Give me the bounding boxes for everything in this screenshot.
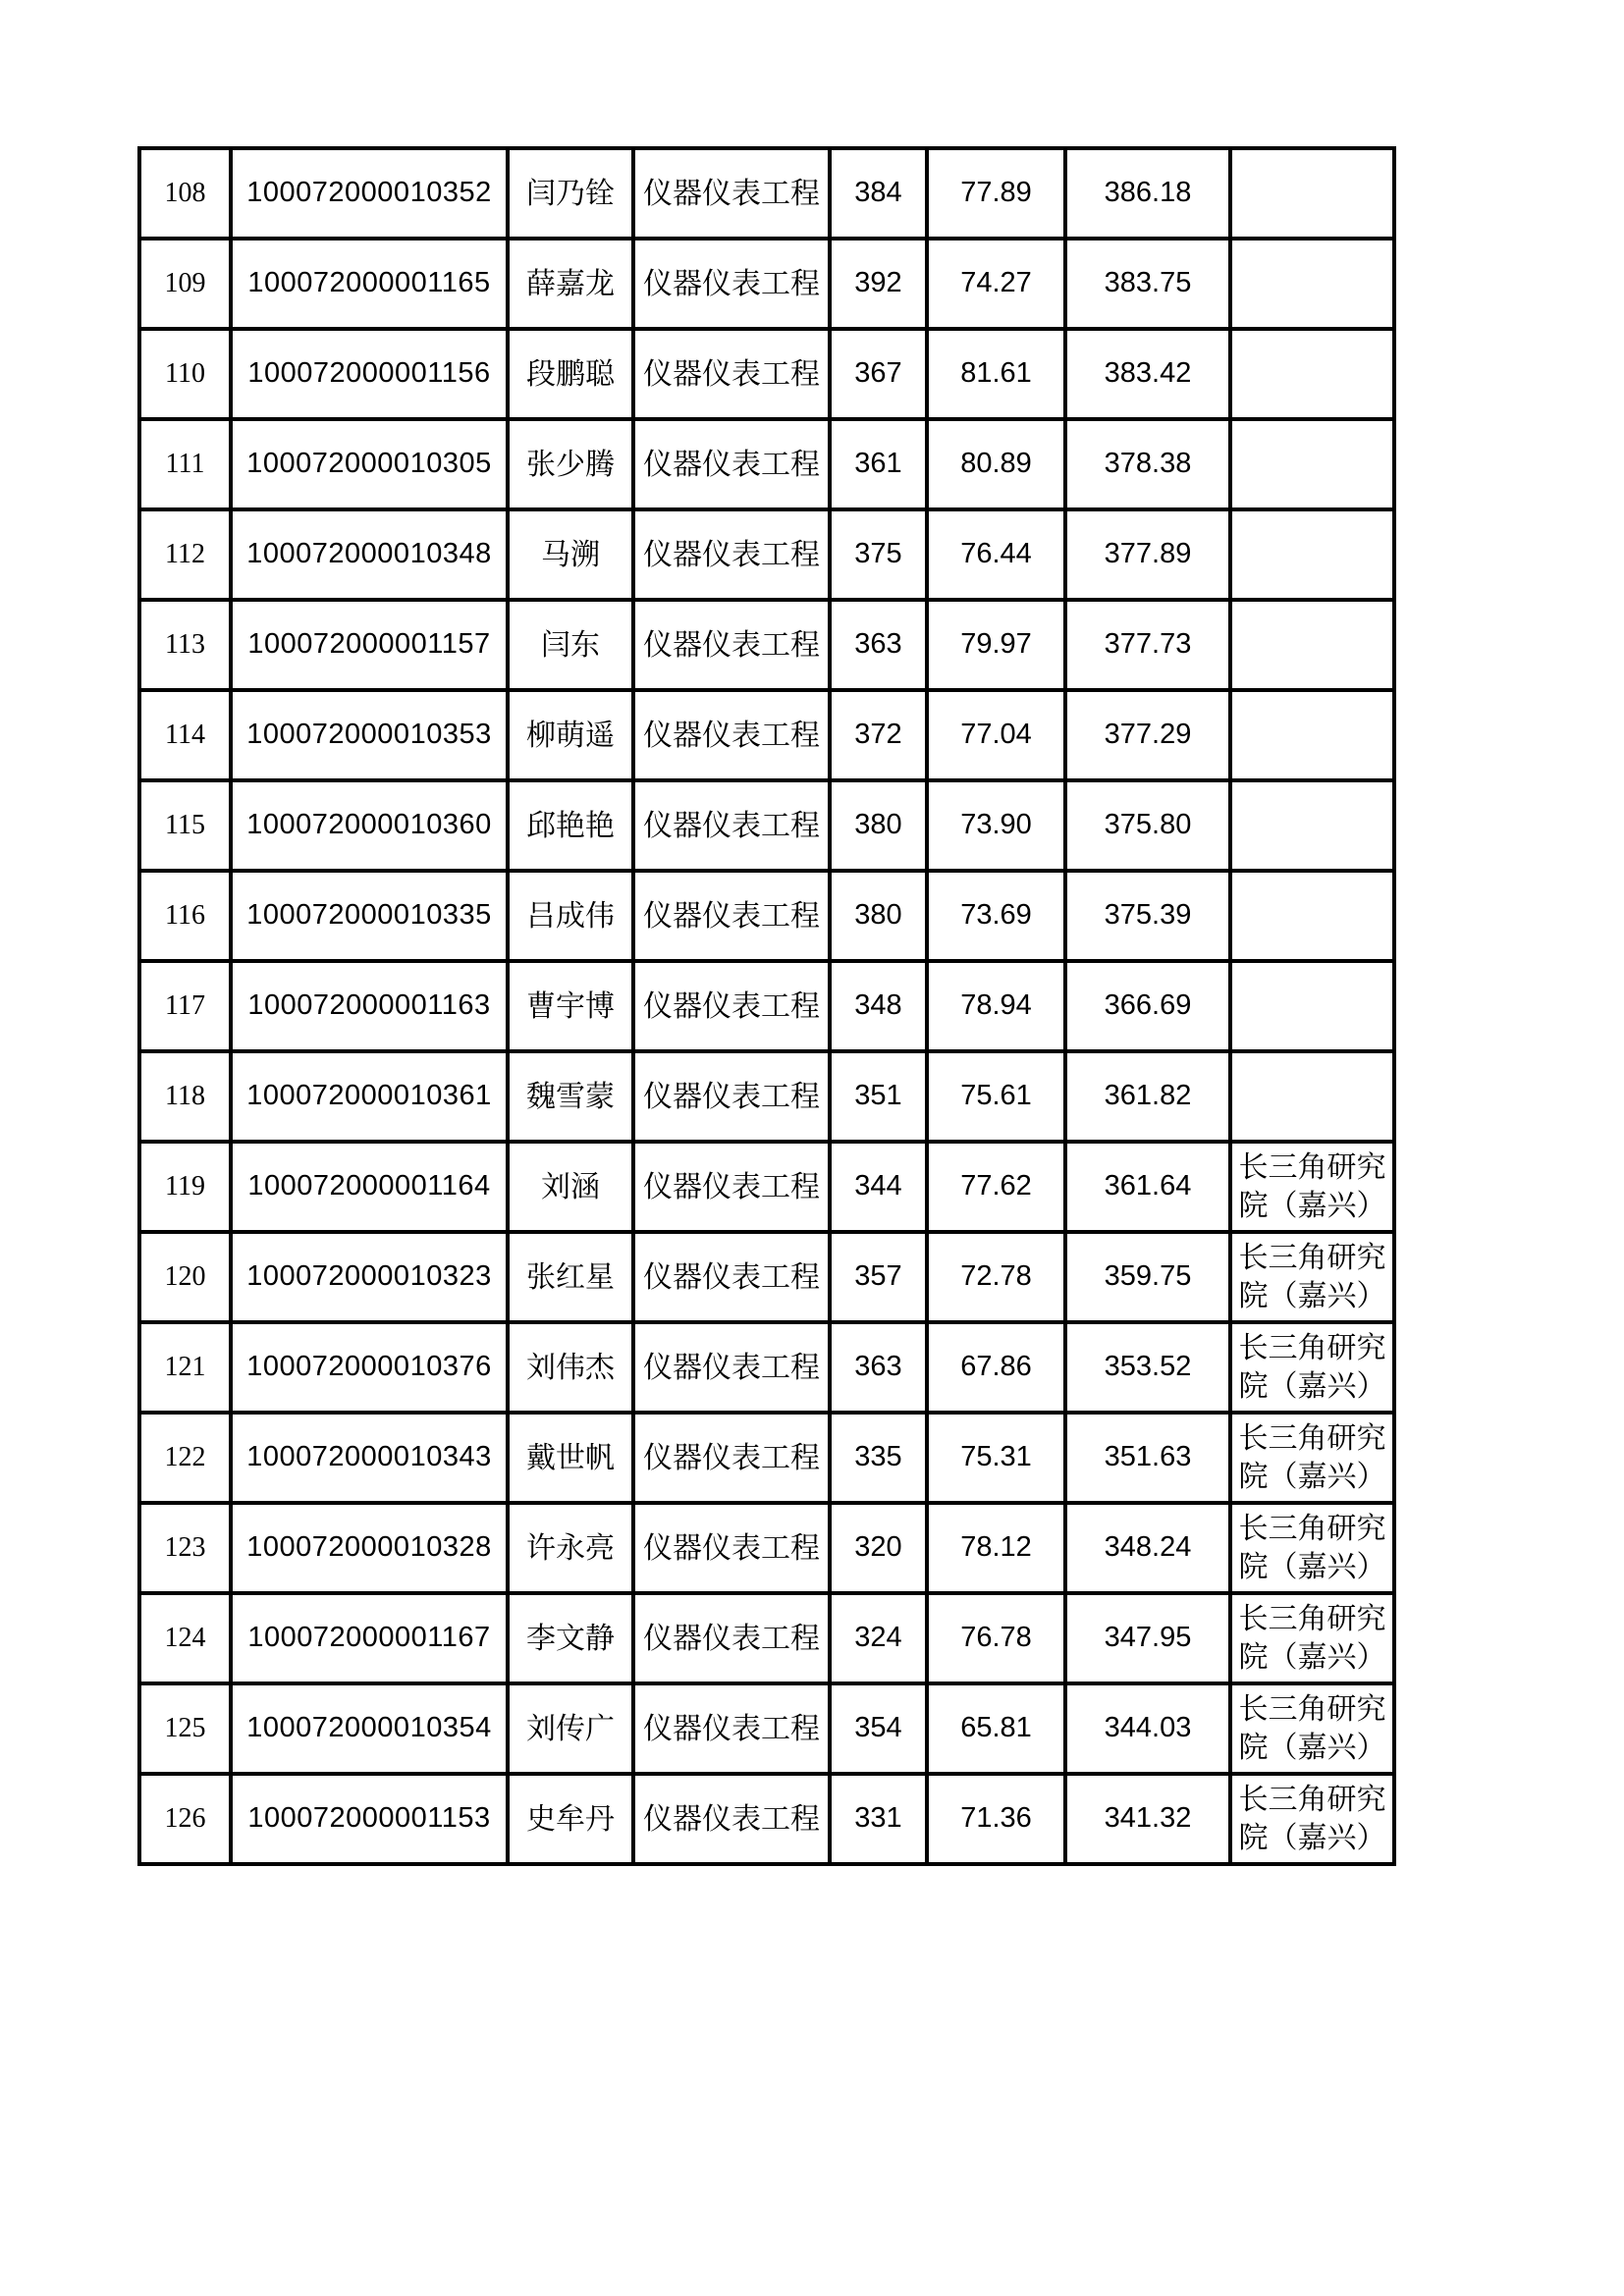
initial-score-cell: 380 xyxy=(830,871,927,961)
major-cell: 仪器仪表工程 xyxy=(633,1683,830,1774)
name-cell: 马溯 xyxy=(508,509,633,600)
total-score-cell: 377.29 xyxy=(1065,690,1230,780)
initial-score-cell: 367 xyxy=(830,329,927,419)
initial-score-cell: 380 xyxy=(830,780,927,871)
name-cell: 吕成伟 xyxy=(508,871,633,961)
candidate-id-cell: 100072000001163 xyxy=(231,961,508,1051)
retest-score-cell: 78.12 xyxy=(927,1503,1065,1593)
total-score-cell: 377.73 xyxy=(1065,600,1230,690)
rank-cell: 110 xyxy=(139,329,231,419)
retest-score-cell: 76.44 xyxy=(927,509,1065,600)
total-score-cell: 348.24 xyxy=(1065,1503,1230,1593)
table-row xyxy=(139,1051,1394,1142)
table-row xyxy=(139,1232,1394,1322)
table-row xyxy=(139,148,1394,239)
table-row xyxy=(139,509,1394,600)
table-row xyxy=(139,1774,1394,1864)
retest-score-cell: 73.90 xyxy=(927,780,1065,871)
rank-cell: 123 xyxy=(139,1503,231,1593)
major-cell: 仪器仪表工程 xyxy=(633,1503,830,1593)
retest-score-cell: 73.69 xyxy=(927,871,1065,961)
name-cell: 李文静 xyxy=(508,1593,633,1683)
major-cell: 仪器仪表工程 xyxy=(633,1774,830,1864)
name-cell: 刘涵 xyxy=(508,1142,633,1232)
name-cell: 刘伟杰 xyxy=(508,1322,633,1413)
initial-score-cell: 375 xyxy=(830,509,927,600)
initial-score-cell: 335 xyxy=(830,1413,927,1503)
remark-cell xyxy=(1230,961,1394,1051)
retest-score-cell: 77.04 xyxy=(927,690,1065,780)
table-row xyxy=(139,1413,1394,1503)
name-cell: 薛嘉龙 xyxy=(508,239,633,329)
initial-score-cell: 331 xyxy=(830,1774,927,1864)
total-score-cell: 353.52 xyxy=(1065,1322,1230,1413)
rank-cell: 116 xyxy=(139,871,231,961)
candidate-id-cell: 100072000001167 xyxy=(231,1593,508,1683)
major-cell: 仪器仪表工程 xyxy=(633,600,830,690)
initial-score-cell: 351 xyxy=(830,1051,927,1142)
name-cell: 闫东 xyxy=(508,600,633,690)
candidate-id-cell: 100072000010360 xyxy=(231,780,508,871)
remark-cell xyxy=(1230,148,1394,239)
total-score-cell: 383.75 xyxy=(1065,239,1230,329)
major-cell: 仪器仪表工程 xyxy=(633,1413,830,1503)
retest-score-cell: 65.81 xyxy=(927,1683,1065,1774)
table-row xyxy=(139,419,1394,509)
major-cell: 仪器仪表工程 xyxy=(633,871,830,961)
rank-cell: 117 xyxy=(139,961,231,1051)
retest-score-cell: 76.78 xyxy=(927,1593,1065,1683)
initial-score-cell: 324 xyxy=(830,1593,927,1683)
major-cell: 仪器仪表工程 xyxy=(633,1322,830,1413)
candidate-id-cell: 100072000010335 xyxy=(231,871,508,961)
total-score-cell: 359.75 xyxy=(1065,1232,1230,1322)
rank-cell: 122 xyxy=(139,1413,231,1503)
table-row xyxy=(139,1683,1394,1774)
remark-cell: 长三角研究院（嘉兴） xyxy=(1230,1322,1394,1413)
total-score-cell: 347.95 xyxy=(1065,1593,1230,1683)
rank-cell: 119 xyxy=(139,1142,231,1232)
retest-score-cell: 75.31 xyxy=(927,1413,1065,1503)
initial-score-cell: 384 xyxy=(830,148,927,239)
remark-cell xyxy=(1230,690,1394,780)
major-cell: 仪器仪表工程 xyxy=(633,509,830,600)
initial-score-cell: 354 xyxy=(830,1683,927,1774)
name-cell: 许永亮 xyxy=(508,1503,633,1593)
remark-cell: 长三角研究院（嘉兴） xyxy=(1230,1593,1394,1683)
rank-cell: 108 xyxy=(139,148,231,239)
retest-score-cell: 78.94 xyxy=(927,961,1065,1051)
remark-cell: 长三角研究院（嘉兴） xyxy=(1230,1413,1394,1503)
name-cell: 曹宇博 xyxy=(508,961,633,1051)
major-cell: 仪器仪表工程 xyxy=(633,1142,830,1232)
remark-cell xyxy=(1230,509,1394,600)
table-row xyxy=(139,961,1394,1051)
major-cell: 仪器仪表工程 xyxy=(633,961,830,1051)
remark-cell: 长三角研究院（嘉兴） xyxy=(1230,1232,1394,1322)
major-cell: 仪器仪表工程 xyxy=(633,1593,830,1683)
retest-score-cell: 72.78 xyxy=(927,1232,1065,1322)
remark-cell xyxy=(1230,600,1394,690)
name-cell: 张红星 xyxy=(508,1232,633,1322)
total-score-cell: 375.80 xyxy=(1065,780,1230,871)
candidate-id-cell: 100072000010323 xyxy=(231,1232,508,1322)
initial-score-cell: 392 xyxy=(830,239,927,329)
remark-cell xyxy=(1230,329,1394,419)
total-score-cell: 378.38 xyxy=(1065,419,1230,509)
rank-cell: 118 xyxy=(139,1051,231,1142)
rank-cell: 111 xyxy=(139,419,231,509)
retest-score-cell: 77.89 xyxy=(927,148,1065,239)
rank-cell: 121 xyxy=(139,1322,231,1413)
initial-score-cell: 372 xyxy=(830,690,927,780)
total-score-cell: 375.39 xyxy=(1065,871,1230,961)
major-cell: 仪器仪表工程 xyxy=(633,148,830,239)
remark-cell: 长三角研究院（嘉兴） xyxy=(1230,1142,1394,1232)
initial-score-cell: 357 xyxy=(830,1232,927,1322)
candidate-id-cell: 100072000001153 xyxy=(231,1774,508,1864)
remark-cell xyxy=(1230,780,1394,871)
major-cell: 仪器仪表工程 xyxy=(633,419,830,509)
initial-score-cell: 344 xyxy=(830,1142,927,1232)
candidate-id-cell: 100072000010348 xyxy=(231,509,508,600)
major-cell: 仪器仪表工程 xyxy=(633,1051,830,1142)
retest-score-cell: 71.36 xyxy=(927,1774,1065,1864)
initial-score-cell: 363 xyxy=(830,600,927,690)
major-cell: 仪器仪表工程 xyxy=(633,690,830,780)
retest-score-cell: 75.61 xyxy=(927,1051,1065,1142)
rank-cell: 120 xyxy=(139,1232,231,1322)
candidate-id-cell: 100072000001164 xyxy=(231,1142,508,1232)
candidate-id-cell: 100072000001165 xyxy=(231,239,508,329)
table-row xyxy=(139,780,1394,871)
major-cell: 仪器仪表工程 xyxy=(633,329,830,419)
remark-cell xyxy=(1230,419,1394,509)
remark-cell: 长三角研究院（嘉兴） xyxy=(1230,1683,1394,1774)
total-score-cell: 386.18 xyxy=(1065,148,1230,239)
initial-score-cell: 361 xyxy=(830,419,927,509)
major-cell: 仪器仪表工程 xyxy=(633,1232,830,1322)
name-cell: 史牟丹 xyxy=(508,1774,633,1864)
retest-score-cell: 80.89 xyxy=(927,419,1065,509)
total-score-cell: 351.63 xyxy=(1065,1413,1230,1503)
rank-cell: 115 xyxy=(139,780,231,871)
retest-score-cell: 74.27 xyxy=(927,239,1065,329)
retest-score-cell: 79.97 xyxy=(927,600,1065,690)
table-row xyxy=(139,329,1394,419)
name-cell: 魏雪蒙 xyxy=(508,1051,633,1142)
name-cell: 邱艳艳 xyxy=(508,780,633,871)
remark-cell xyxy=(1230,239,1394,329)
candidate-id-cell: 100072000010328 xyxy=(231,1503,508,1593)
total-score-cell: 377.89 xyxy=(1065,509,1230,600)
table-row xyxy=(139,1503,1394,1593)
admission-score-table xyxy=(137,146,1396,1866)
total-score-cell: 341.32 xyxy=(1065,1774,1230,1864)
table-row xyxy=(139,690,1394,780)
retest-score-cell: 77.62 xyxy=(927,1142,1065,1232)
initial-score-cell: 348 xyxy=(830,961,927,1051)
candidate-id-cell: 100072000010376 xyxy=(231,1322,508,1413)
total-score-cell: 366.69 xyxy=(1065,961,1230,1051)
name-cell: 闫乃铨 xyxy=(508,148,633,239)
total-score-cell: 361.82 xyxy=(1065,1051,1230,1142)
name-cell: 段鹏聪 xyxy=(508,329,633,419)
initial-score-cell: 320 xyxy=(830,1503,927,1593)
candidate-id-cell: 100072000010352 xyxy=(231,148,508,239)
table-row xyxy=(139,600,1394,690)
name-cell: 张少腾 xyxy=(508,419,633,509)
rank-cell: 109 xyxy=(139,239,231,329)
candidate-id-cell: 100072000001157 xyxy=(231,600,508,690)
rank-cell: 126 xyxy=(139,1774,231,1864)
rank-cell: 124 xyxy=(139,1593,231,1683)
table-row xyxy=(139,871,1394,961)
initial-score-cell: 363 xyxy=(830,1322,927,1413)
candidate-id-cell: 100072000010353 xyxy=(231,690,508,780)
total-score-cell: 383.42 xyxy=(1065,329,1230,419)
candidate-id-cell: 100072000010343 xyxy=(231,1413,508,1503)
candidate-id-cell: 100072000001156 xyxy=(231,329,508,419)
candidate-id-cell: 100072000010361 xyxy=(231,1051,508,1142)
remark-cell: 长三角研究院（嘉兴） xyxy=(1230,1503,1394,1593)
remark-cell xyxy=(1230,1051,1394,1142)
rank-cell: 112 xyxy=(139,509,231,600)
name-cell: 刘传广 xyxy=(508,1683,633,1774)
total-score-cell: 344.03 xyxy=(1065,1683,1230,1774)
table-row xyxy=(139,1322,1394,1413)
retest-score-cell: 81.61 xyxy=(927,329,1065,419)
retest-score-cell: 67.86 xyxy=(927,1322,1065,1413)
total-score-cell: 361.64 xyxy=(1065,1142,1230,1232)
candidate-id-cell: 100072000010305 xyxy=(231,419,508,509)
name-cell: 戴世帆 xyxy=(508,1413,633,1503)
remark-cell xyxy=(1230,871,1394,961)
major-cell: 仪器仪表工程 xyxy=(633,239,830,329)
table-row xyxy=(139,239,1394,329)
rank-cell: 114 xyxy=(139,690,231,780)
candidate-id-cell: 100072000010354 xyxy=(231,1683,508,1774)
remark-cell: 长三角研究院（嘉兴） xyxy=(1230,1774,1394,1864)
table-row xyxy=(139,1142,1394,1232)
table-row xyxy=(139,1593,1394,1683)
major-cell: 仪器仪表工程 xyxy=(633,780,830,871)
rank-cell: 125 xyxy=(139,1683,231,1774)
rank-cell: 113 xyxy=(139,600,231,690)
table-body xyxy=(139,148,1394,1864)
name-cell: 柳萌遥 xyxy=(508,690,633,780)
